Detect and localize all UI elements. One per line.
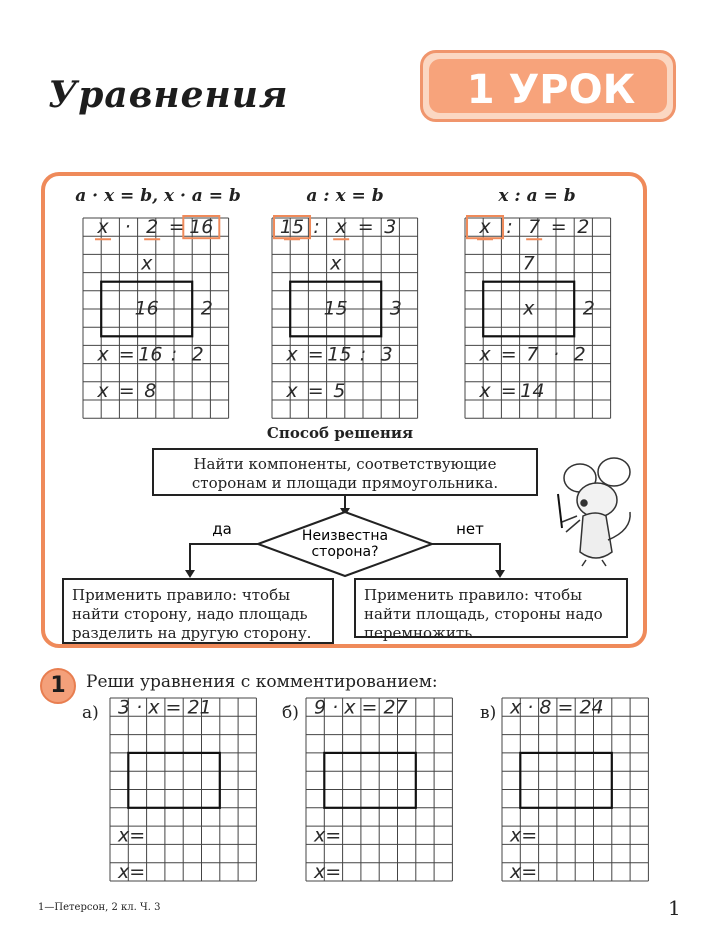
rect-side-top: x: [141, 252, 153, 275]
task-rectangle: [520, 753, 612, 808]
step-token: =: [118, 343, 135, 366]
rect-side-top: x: [330, 252, 342, 275]
rect-side-right: 2: [200, 297, 213, 320]
page-title: Уравнения: [48, 74, 289, 116]
step-token: 5: [333, 380, 346, 402]
part-label-b: б): [282, 703, 299, 723]
step-token: 8: [144, 380, 157, 402]
step-token: =: [307, 380, 324, 402]
rect-area: 16: [134, 297, 159, 320]
step-token: x: [97, 343, 109, 366]
equation-token: 7: [528, 216, 541, 239]
step-token: =: [307, 343, 324, 366]
decision-line-1: Неизвестна: [301, 528, 389, 544]
flow-box-line: найти сторону, надо площадь: [72, 605, 308, 623]
part-label-c: в): [480, 703, 497, 723]
step-token: 2: [191, 343, 204, 366]
formula-1: a · x = b, x · a = b: [75, 186, 241, 206]
step-token: :: [359, 343, 367, 366]
equation-token: =: [550, 216, 567, 239]
flow-box-line: перемножить.: [364, 624, 478, 642]
lesson-label: 1 УРОК: [466, 67, 636, 113]
part-label-a: а): [82, 703, 99, 723]
step-token: 14: [520, 380, 545, 402]
equation-token: 3: [384, 216, 397, 239]
flow-box-line: найти площадь, стороны надо: [364, 605, 603, 623]
equation-token: =: [168, 216, 185, 239]
equation-token: :: [506, 216, 513, 239]
task-grid-3: [502, 698, 648, 881]
step-token: ·: [552, 343, 560, 366]
task-rectangle: [324, 753, 416, 808]
method-title: Способ решения: [266, 424, 414, 442]
task-number: 1: [50, 673, 66, 698]
equation-token: x: [335, 216, 347, 239]
equation-token: 15: [279, 216, 305, 239]
equation-token: x: [97, 216, 109, 239]
equation-token: 2: [146, 216, 159, 239]
flow-box-line: Найти компоненты, соответствующие: [193, 455, 497, 473]
task-instruction: Реши уравнения с комментированием:: [86, 672, 438, 692]
task-rectangle: [128, 753, 220, 808]
step-token: x: [479, 380, 491, 402]
page-number: 1: [668, 896, 681, 920]
rect-side-right: 3: [389, 297, 402, 320]
equation-token: 16: [189, 216, 214, 239]
step-token: x: [286, 343, 298, 366]
equation-token: :: [313, 216, 320, 239]
flow-box-line: сторонам и площади прямоугольника.: [191, 474, 499, 492]
step-token: x: [286, 380, 298, 402]
footer-note: 1—Петерсон, 2 кл. Ч. 3: [38, 902, 161, 913]
rect-area: x: [523, 297, 535, 320]
step-token: =: [118, 380, 135, 402]
answer-prefix: x=: [118, 861, 146, 883]
answer-prefix: x=: [510, 824, 538, 847]
formula-2: a : x = b: [306, 186, 384, 206]
rect-side-right: 2: [582, 297, 595, 320]
step-token: 3: [380, 343, 393, 366]
task-equation: 3 · x = 21: [118, 696, 212, 719]
flow-box-line: разделить на другую сторону.: [72, 624, 312, 642]
step-token: 16: [138, 343, 163, 366]
equation-token: x: [479, 216, 491, 239]
step-token: =: [500, 380, 517, 402]
answer-prefix: x=: [314, 861, 342, 883]
task-grid-2: [306, 698, 452, 881]
flow-box-line: Применить правило: чтобы: [72, 586, 291, 604]
rect-side-top: 7: [522, 252, 535, 275]
equation-token: 2: [577, 216, 590, 239]
task-grid-1: [110, 698, 256, 881]
answer-prefix: x=: [510, 861, 538, 883]
rect-area: 15: [323, 297, 348, 320]
formula-3: x : a = b: [498, 186, 576, 206]
flow-box-line: Применить правило: чтобы: [364, 586, 583, 604]
answer-prefix: x=: [314, 824, 342, 847]
no-label: нет: [456, 520, 484, 538]
step-token: 2: [573, 343, 586, 366]
step-token: :: [170, 343, 178, 366]
step-token: 15: [327, 343, 352, 366]
yes-label: да: [212, 520, 232, 538]
task-equation: 9 · x = 27: [314, 696, 408, 719]
decision-line-2: сторона?: [311, 544, 379, 560]
task-equation: x · 8 = 24: [510, 696, 604, 719]
equation-token: =: [357, 216, 374, 239]
step-token: =: [500, 343, 517, 366]
equation-token: ·: [124, 216, 131, 239]
step-token: x: [479, 343, 491, 366]
step-token: x: [97, 380, 109, 402]
step-token: 7: [526, 343, 539, 366]
answer-prefix: x=: [118, 824, 146, 847]
